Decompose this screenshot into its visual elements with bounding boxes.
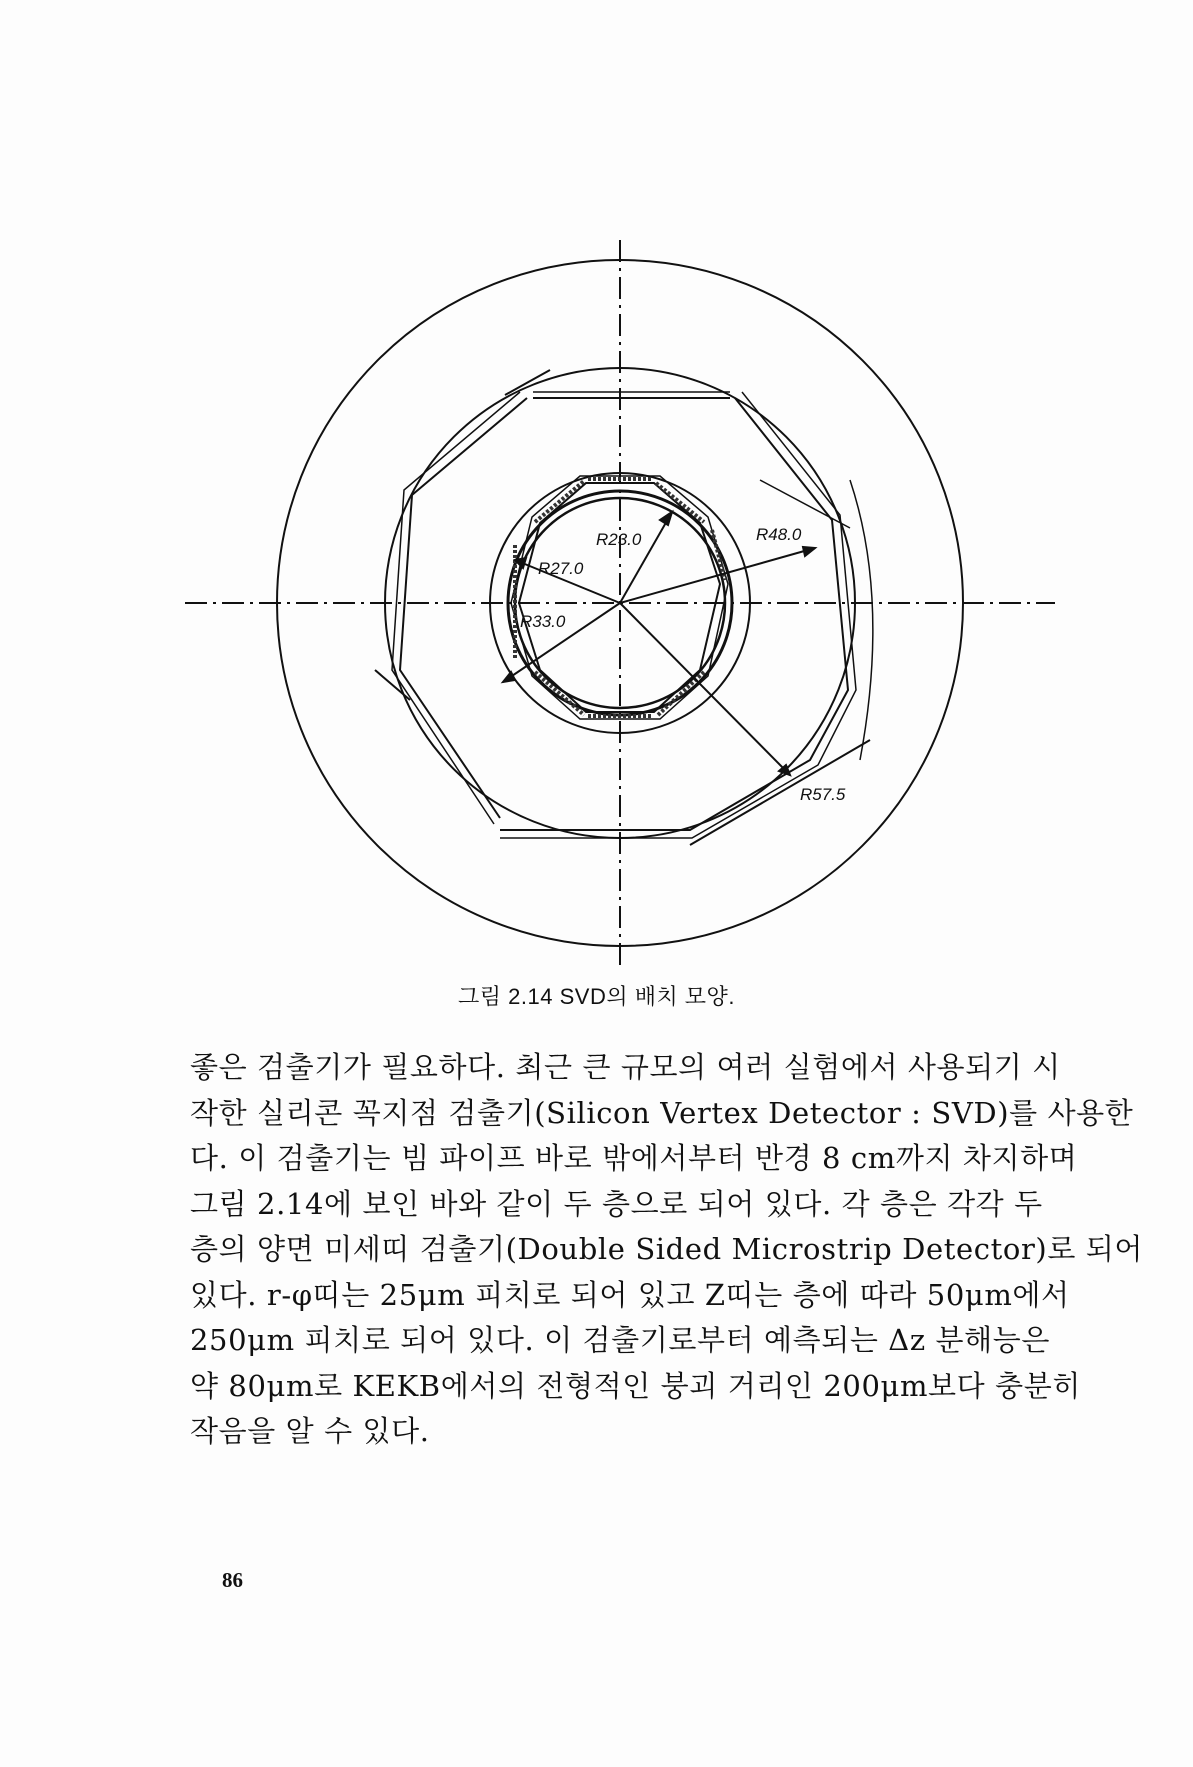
arrow-r57 (620, 603, 790, 775)
arrow-r23 (620, 512, 672, 603)
label-r27: R27.0 (538, 559, 584, 578)
body-line: 작한 실리콘 꼭지점 검출기(Silicon Vertex Detector : SVD)를 사용한 (190, 1095, 1134, 1130)
figure-caption: 그림 2.14 SVD의 배치 모양. (458, 984, 735, 1009)
body-paragraph (190, 1045, 1143, 1455)
body-line: 작음을 알 수 있다. (190, 1414, 430, 1448)
label-r48: R48.0 (756, 525, 802, 544)
body-line: 있다. r-φ띠는 25μm 피치로 되어 있고 Z띠는 층에 따라 50μm에서 (190, 1277, 1070, 1312)
body-line: 다. 이 검출기는 빔 파이프 바로 밖에서부터 반경 8 cm까지 차지하며 (190, 1141, 1078, 1175)
body-line: 좋은 검출기가 필요하다. 최근 큰 규모의 여러 실험에서 사용되기 시 (190, 1050, 1061, 1084)
label-r57: R57.5 (800, 785, 846, 804)
label-r23: R23.0 (596, 530, 642, 549)
page-number: 86 (222, 1568, 243, 1592)
body-line: 약 80μm로 KEKB에서의 전형적인 붕괴 거리인 200μm보다 충분히 (190, 1368, 1081, 1403)
label-r33: R33.0 (520, 612, 566, 631)
body-line: 250μm 피치로 되어 있다. 이 검출기로부터 예측되는 Δz 분해능은 (190, 1323, 1050, 1357)
body-line: 그림 2.14에 보인 바와 같이 두 층으로 되어 있다. 각 층은 각각 두 (190, 1186, 1043, 1221)
body-line: 층의 양면 미세띠 검출기(Double Sided Microstrip Detector)로 되어 (190, 1232, 1143, 1266)
